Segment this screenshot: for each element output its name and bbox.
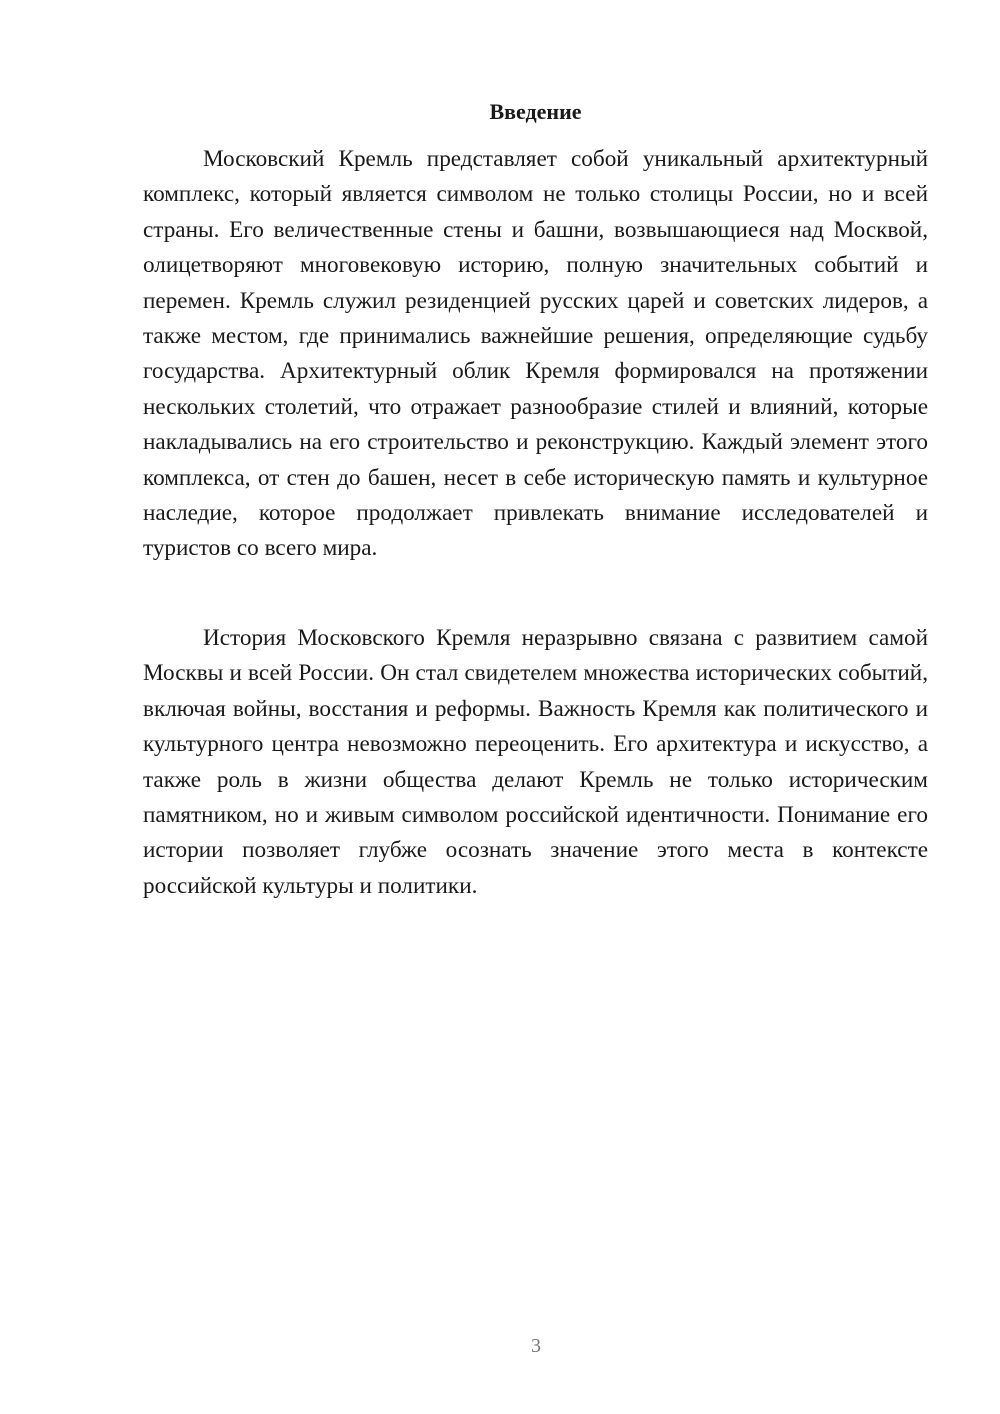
page-number: 3: [531, 1335, 541, 1357]
paragraph-2: История Московского Кремля неразрывно связана с развитием самой Москвы и всей России. Он стал свидетелем множества исторических событий, включая войны, восстания и реформы. Важность Кремля как политического и культурного центра невозможно переоценить. Его архитектура и искусство, а также роль в жизни общества делают Кремль не только историческим памятником, но и живым символом российской идентичности. Понимание его истории позволяет глубже осознать значение этого места в контексте российской культуры и политики.: [143, 625, 928, 899]
section-heading: Введение: [489, 99, 582, 124]
paragraph-1: Московский Кремль представляет собой уникальный архитектурный комплекс, который является символом не только столицы России, но и всей страны. Его величественные стены и башни, возвышающиеся над Москвой, олицетворяют многовековую историю, полную значительных событий и перемен. Кремль служил резиденцией русских царей и советских лидеров, а также местом, где принимались важнейшие решения, определяющие судьбу государства. Архитектурный облик Кремля формировался на протяжении нескольких столетий, что отражает разнообразие стилей и влияний, которые накладывались на его строительство и реконструкцию. Каждый элемент этого комплекса, от стен до башен, несет в себе историческую память и культурное наследие, которое продолжает привлекать внимание исследователей и туристов со всего мира.: [143, 146, 928, 562]
